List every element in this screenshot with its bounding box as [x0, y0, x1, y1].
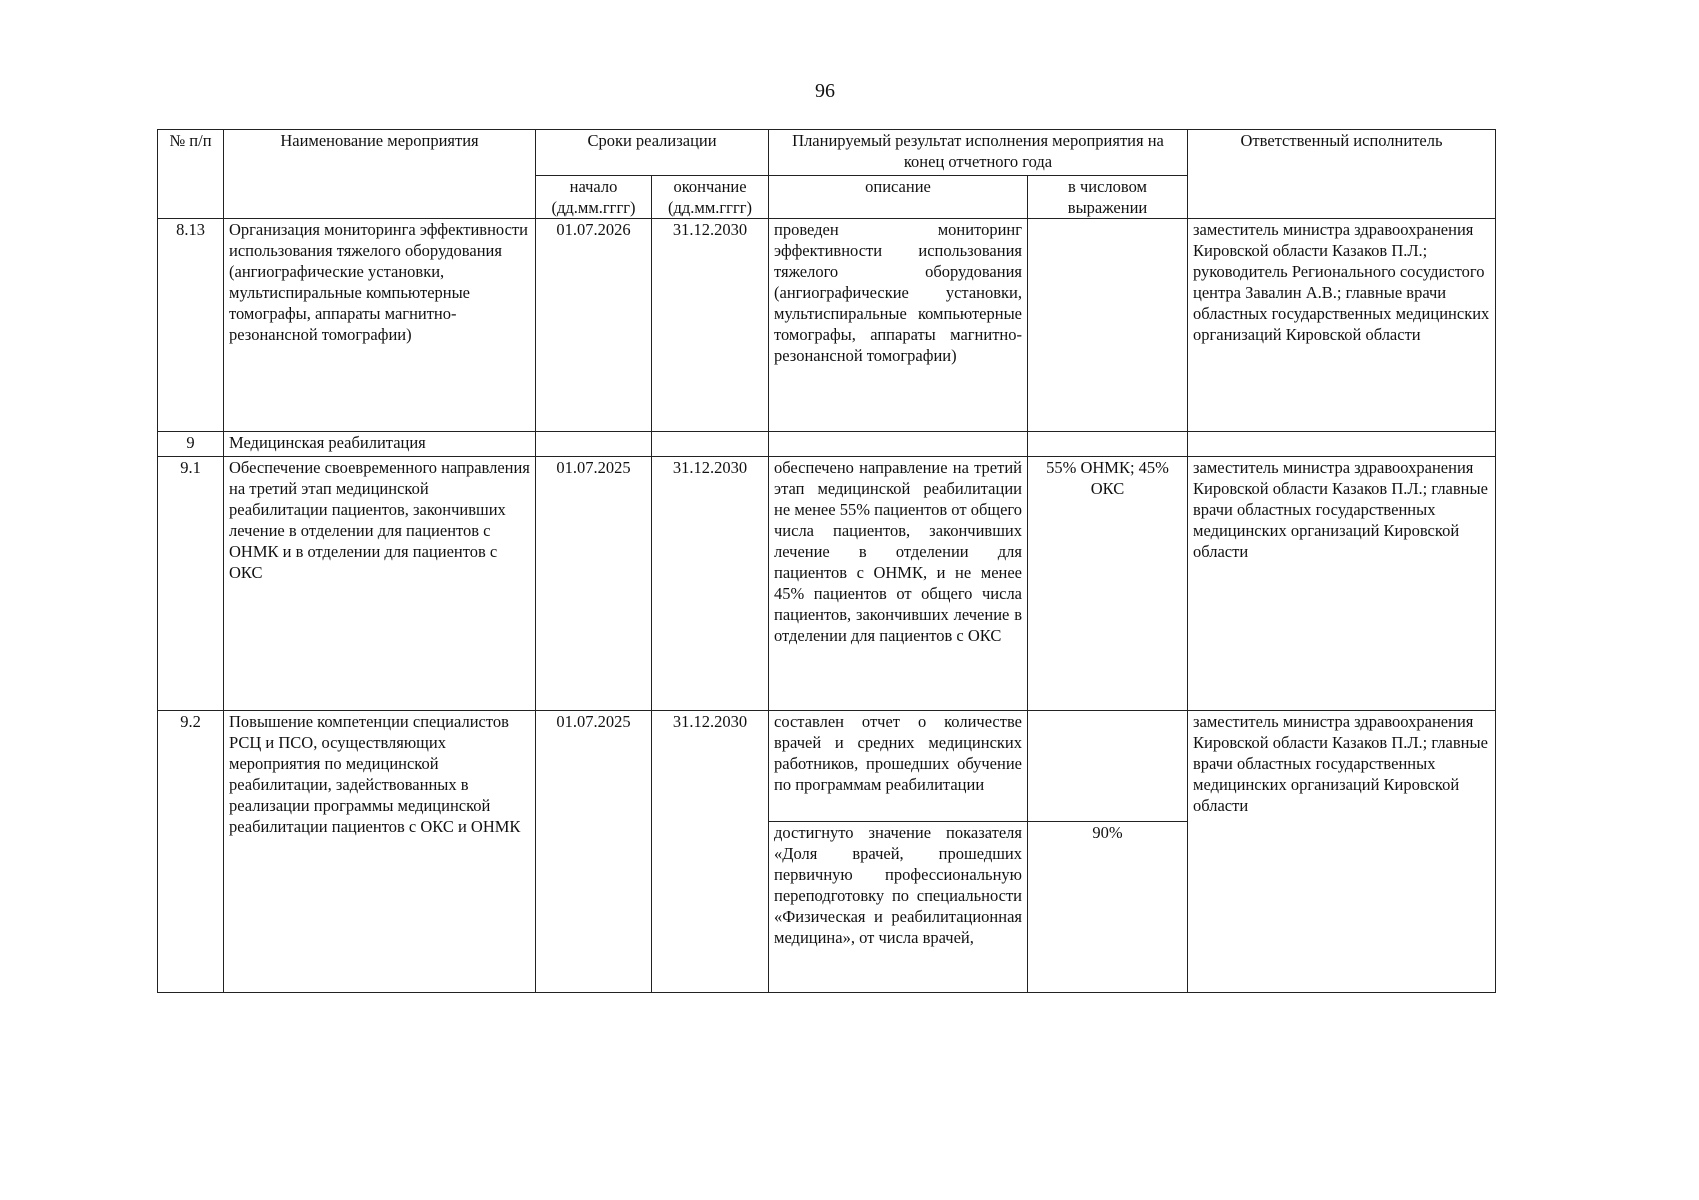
section-name: Медицинская реабилитация: [224, 432, 536, 457]
header-description: описание: [769, 176, 1028, 219]
row-responsible: заместитель министра здравоохранения Кировской области Казаков П.Л.; главные врачи областных государственных медицинских организаций Кировской области: [1188, 711, 1496, 993]
row-description-a: составлен отчет о количестве врачей и средних медицинских работников, прошедших обучение по программам реабилитации: [769, 711, 1028, 822]
page-number: 96: [815, 80, 835, 102]
section-num: 9: [158, 432, 224, 457]
header-responsible: Ответственный исполнитель: [1188, 130, 1496, 219]
header-numeric: в числовом выражении: [1028, 176, 1188, 219]
table-row: [158, 432, 1496, 457]
row-description: проведен мониторинг эффективности использования тяжелого оборудования (ангиографические установки, мультиспиральные компьютерные томографы, аппараты магнитно-резонансной томографии): [769, 219, 1028, 432]
row-start: 01.07.2026: [536, 219, 652, 432]
row-name: Обеспечение своевременного направления на третий этап медицинской реабилитации пациентов, закончивших лечение в отделении для пациентов с ОНМК и в отделении для пациентов с ОКС: [224, 457, 536, 711]
row-description-b: достигнуто значение показателя «Доля врачей, прошедших первичную профессиональную переподготовку по специальности «Физическая и реабилитационная медицина», от числа врачей,: [769, 822, 1028, 993]
header-end: окончание (дд.мм.гггг): [652, 176, 769, 219]
row-numeric-a: [1028, 711, 1188, 822]
header-num: № п/п: [158, 130, 224, 219]
table-row: [158, 457, 1496, 711]
row-responsible: заместитель министра здравоохранения Кировской области Казаков П.Л.; руководитель Регионального сосудистого центра Завалин А.В.; главные врачи областных государственных медицинских организаций Кировской области: [1188, 219, 1496, 432]
row-responsible: заместитель министра здравоохранения Кировской области Казаков П.Л.; главные врачи областных государственных медицинских организаций Кировской области: [1188, 457, 1496, 711]
table-row: [158, 711, 1496, 822]
row-end: 31.12.2030: [652, 219, 769, 432]
row-num: 9.2: [158, 711, 224, 993]
header-terms: Сроки реализации: [536, 130, 769, 176]
row-num: 8.13: [158, 219, 224, 432]
row-numeric: 55% ОНМК; 45% ОКС: [1028, 457, 1188, 711]
row-description: обеспечено направление на третий этап медицинской реабилитации не менее 55% пациентов от общего числа пациентов, закончивших лечение в отделении для пациентов с ОНМК, и не менее 45% пациентов от общего числа пациентов, закончивших лечение в отделении для пациентов с ОКС: [769, 457, 1028, 711]
row-end: 31.12.2030: [652, 711, 769, 993]
row-start: 01.07.2025: [536, 711, 652, 993]
row-start: 01.07.2025: [536, 457, 652, 711]
row-numeric: [1028, 219, 1188, 432]
header-start: начало (дд.мм.гггг): [536, 176, 652, 219]
row-numeric-b: 90%: [1028, 822, 1188, 993]
row-name: Организация мониторинга эффективности использования тяжелого оборудования (ангиографические установки, мультиспиральные компьютерные томографы, аппараты магнитно-резонансной томографии): [224, 219, 536, 432]
header-name: Наименование мероприятия: [224, 130, 536, 219]
table-row: [158, 219, 1496, 432]
header-planned: Планируемый результат исполнения мероприятия на конец отчетного года: [769, 130, 1188, 176]
activities-table: [157, 129, 1496, 993]
row-name: Повышение компетенции специалистов РСЦ и ПСО, осуществляющих мероприятия по медицинской реабилитации, задействованных в реализации программы медицинской реабилитации пациентов с ОКС и ОНМК: [224, 711, 536, 993]
row-end: 31.12.2030: [652, 457, 769, 711]
row-num: 9.1: [158, 457, 224, 711]
